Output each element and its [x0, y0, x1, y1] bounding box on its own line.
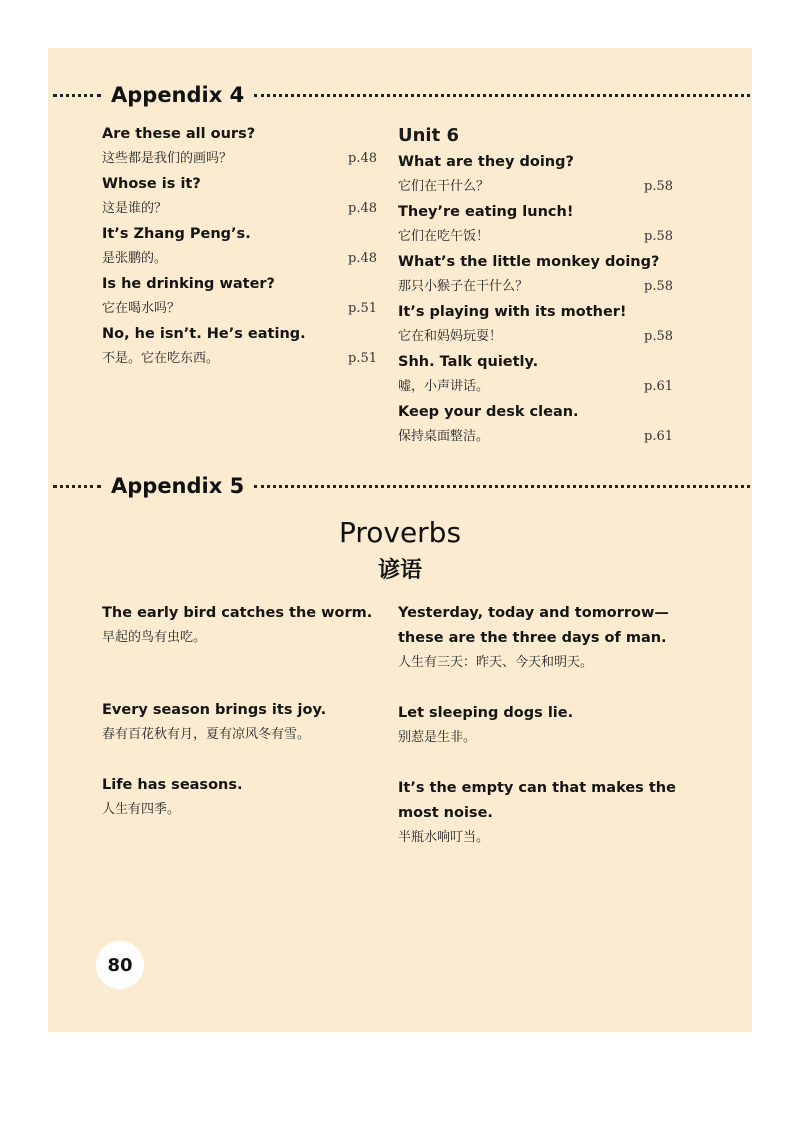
- proverb-item: [102, 601, 392, 650]
- phrase-english: Shh. Talk quietly.: [398, 354, 539, 370]
- phrase-english: They’re eating lunch!: [398, 204, 574, 220]
- phrase-english: Is he drinking water?: [102, 276, 275, 292]
- phrase-entry: [398, 349, 673, 399]
- phrase-english: Whose is it?: [102, 176, 201, 192]
- proverb-item: [102, 698, 392, 747]
- proverb-english: It’s the empty can that makes the most noise.: [398, 780, 676, 821]
- appendix-5-header: [48, 471, 752, 501]
- proverb-english: Life has seasons.: [102, 777, 243, 793]
- proverb-item: [398, 701, 688, 750]
- proverb-chinese: 别惹是生非。: [398, 730, 477, 745]
- page-reference: p.51: [348, 301, 377, 316]
- phrase-chinese: 嘘，小声讲话。: [398, 379, 490, 394]
- proverb-chinese: 人生有三天：昨天、今天和明天。: [398, 655, 594, 670]
- dotted-rule: [254, 94, 750, 97]
- phrase-chinese: 是张鹏的。: [102, 251, 168, 266]
- page-reference: p.61: [644, 379, 673, 394]
- proverb-english: Yesterday, today and tomorrow—these are the three days of man.: [398, 605, 669, 646]
- proverb-item: [398, 776, 688, 850]
- appendix-4-header: [48, 80, 752, 110]
- phrase-chinese: 这些都是我们的画吗？: [102, 151, 233, 166]
- phrase-entry: [102, 271, 377, 321]
- phrase-entry: [102, 321, 377, 371]
- page-reference: p.48: [348, 251, 377, 266]
- phrase-chinese: 它在喝水吗？: [102, 301, 181, 316]
- phrase-english: Are these all ours?: [102, 126, 256, 142]
- phrase-entry: [398, 299, 673, 349]
- phrase-entry: [102, 171, 377, 221]
- appendix-4-left-column: [102, 121, 377, 371]
- appendix-4-right-column: [398, 123, 673, 449]
- page-number: 80: [96, 941, 144, 989]
- phrase-entry: [398, 199, 673, 249]
- phrase-chinese: 它在和妈妈玩耍！: [398, 329, 503, 344]
- phrase-english: It’s Zhang Peng’s.: [102, 226, 251, 242]
- phrase-english: What’s the little monkey doing?: [398, 254, 660, 270]
- proverbs-heading-chinese: 谚语: [377, 557, 422, 583]
- page-reference: p.58: [644, 329, 673, 344]
- phrase-entry: [102, 221, 377, 271]
- phrase-entry: [398, 149, 673, 199]
- proverb-chinese: 半瓶水响叮当。: [398, 830, 490, 845]
- page-reference: p.58: [644, 279, 673, 294]
- page-reference: p.61: [644, 429, 673, 444]
- page-reference: p.51: [348, 351, 377, 366]
- page-reference: p.48: [348, 201, 377, 216]
- proverb-chinese: 春有百花秋有月，夏有凉风冬有雪。: [102, 727, 311, 742]
- appendix-5-title: Appendix 5: [111, 474, 245, 498]
- phrase-chinese: 那只小猴子在干什么？: [398, 279, 529, 294]
- phrase-chinese: 它们在吃午饭！: [398, 229, 490, 244]
- proverb-chinese: 人生有四季。: [102, 802, 181, 817]
- unit-title: Unit 6: [398, 125, 459, 146]
- dotted-rule: [53, 94, 101, 97]
- phrase-entry: [398, 399, 673, 449]
- phrase-chinese: 它们在干什么？: [398, 179, 490, 194]
- phrase-chinese: 这是谁的？: [102, 201, 168, 216]
- page-reference: p.48: [348, 151, 377, 166]
- proverb-item: [398, 601, 688, 675]
- page-reference: p.58: [644, 179, 673, 194]
- proverbs-heading: Proverbs: [338, 516, 462, 549]
- proverb-item: [102, 773, 392, 822]
- phrase-chinese: 不是。它在吃东西。: [102, 351, 220, 366]
- phrase-chinese: 保持桌面整洁。: [398, 429, 490, 444]
- phrase-entry: [102, 121, 377, 171]
- proverb-english: Let sleeping dogs lie.: [398, 705, 574, 721]
- phrase-english: What are they doing?: [398, 154, 574, 170]
- dotted-rule: [254, 485, 750, 488]
- book-page: [48, 48, 752, 1032]
- proverb-chinese: 早起的鸟有虫吃。: [102, 630, 207, 645]
- dotted-rule: [53, 485, 101, 488]
- page-reference: p.58: [644, 229, 673, 244]
- proverb-english: The early bird catches the worm.: [102, 605, 373, 621]
- proverb-english: Every season brings its joy.: [102, 702, 327, 718]
- phrase-english: It’s playing with its mother!: [398, 304, 627, 320]
- phrase-english: No, he isn’t. He’s eating.: [102, 326, 306, 342]
- phrase-entry: [398, 249, 673, 299]
- appendix-4-title: Appendix 4: [111, 83, 245, 107]
- phrase-english: Keep your desk clean.: [398, 404, 579, 420]
